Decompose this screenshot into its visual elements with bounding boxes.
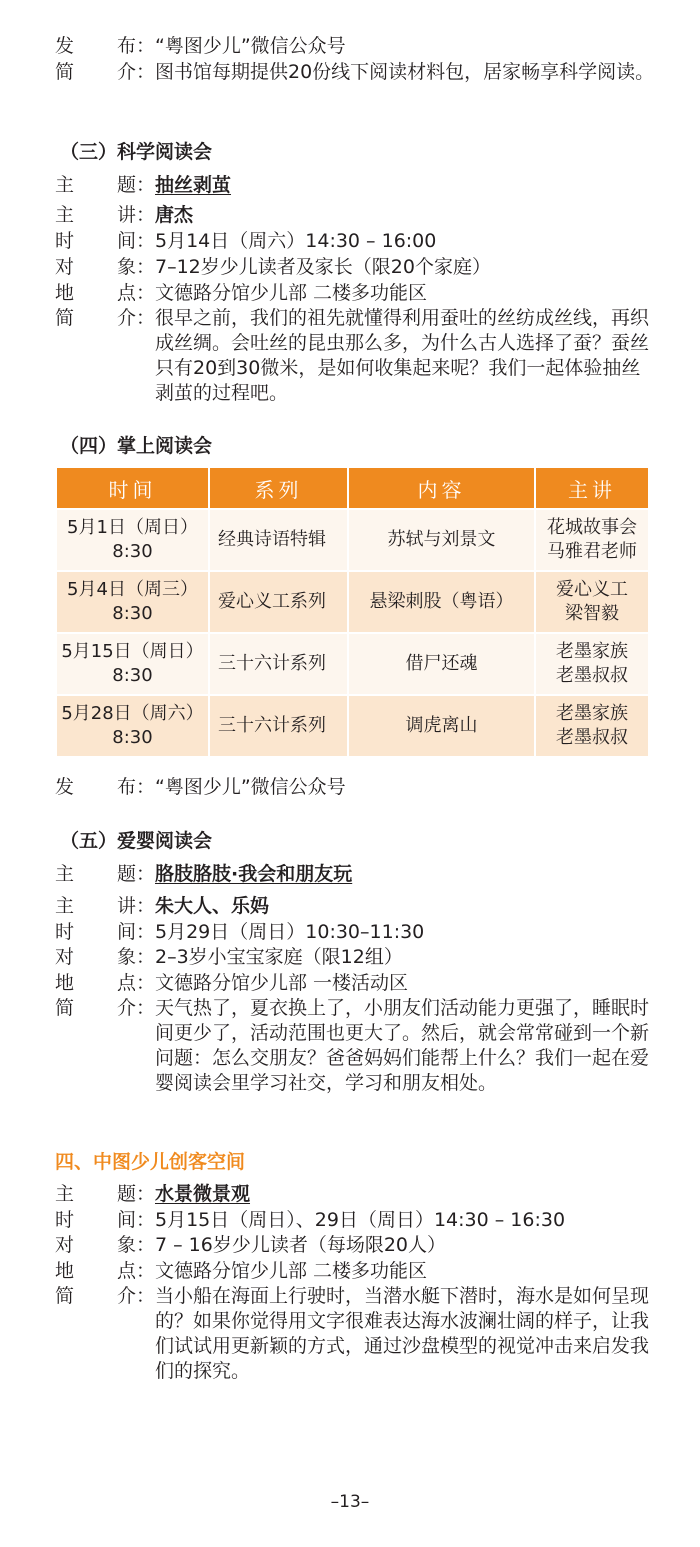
label-char: 对 (55, 946, 75, 968)
label-char: 发 (55, 776, 75, 798)
label-char: 题： (117, 174, 156, 196)
intro-row (55, 996, 655, 1096)
content-cell: 调虎离山 (349, 696, 534, 756)
section-heading: （五）爱婴阅读会 (60, 830, 213, 852)
content-cell: 苏轼与刘景文 (349, 510, 534, 570)
label-char: 布： (117, 776, 156, 798)
column-header: 主讲 (536, 468, 648, 508)
place-row (55, 971, 655, 996)
intro-row (55, 1284, 655, 1384)
intro-text: 很早之前，我们的祖先就懂得利用蚕吐的丝纺成丝线，再织成丝绸。会吐丝的昆虫那么多，为什么古人选择了蚕？蚕丝只有20到30微米，是如何收集起来呢？我们一起体验抽丝剥茧的过程吧。 (155, 307, 650, 404)
publish-row (55, 775, 655, 800)
label-char: 介： (117, 61, 156, 83)
speaker-line: 老墨家族 (556, 703, 628, 724)
intro-text: 当小船在海面上行驶时，当潜水艇下潜时，海水是如何呈现的？如果你觉得用文字很难表达海水波澜壮阔的样子，让我们试试用更新颖的方式，通过沙盘模型的视觉冲击来启发我们的探究。 (155, 1285, 650, 1382)
time-row (55, 1208, 655, 1233)
schedule-table (55, 466, 650, 758)
date-cell (57, 634, 208, 694)
topic-value: 水景微景观 (155, 1183, 251, 1205)
date-cell (57, 572, 208, 632)
label-char: 主 (55, 1183, 75, 1205)
label-char: 地 (55, 1260, 75, 1282)
label-char: 时 (55, 1209, 75, 1231)
intro-row (55, 306, 655, 406)
speaker-cell (536, 634, 648, 694)
time-text: 8:30 (112, 665, 153, 686)
speaker-line: 梁智毅 (565, 603, 619, 624)
time-value: 5月29日（周日）10:30–11:30 (155, 921, 425, 943)
label-char: 对 (55, 1234, 75, 1256)
speaker-line: 老墨家族 (556, 641, 628, 662)
place-row (55, 281, 655, 306)
speaker-line: 马雅君老师 (547, 541, 637, 562)
label-char: 间： (117, 1209, 156, 1231)
label-char: 布： (117, 35, 156, 57)
speaker-cell (536, 510, 648, 570)
topic-value: 胳肢胳肢·我会和朋友玩 (155, 863, 353, 885)
topic-row (55, 862, 655, 887)
page-number: –13– (330, 1492, 370, 1512)
topic-row (55, 173, 655, 198)
label-char: 题： (117, 1183, 156, 1205)
date-text: 5月28日（周六） (61, 703, 204, 724)
section-heading: （三）科学阅读会 (60, 141, 213, 163)
series-cell: 爱心义工系列 (210, 572, 347, 632)
label-char: 介： (117, 1285, 156, 1307)
speaker-line: 爱心义工 (556, 579, 628, 600)
part-heading: 四、中图少儿创客空间 (55, 1151, 246, 1173)
date-cell (57, 510, 208, 570)
speaker-row (55, 203, 655, 228)
table-row (57, 634, 648, 694)
series-cell: 三十六计系列 (210, 634, 347, 694)
publish-row (55, 34, 655, 59)
speaker-value: 唐杰 (155, 204, 194, 226)
topic-value: 抽丝剥茧 (155, 174, 232, 196)
label-char: 点： (117, 972, 156, 994)
column-header: 内容 (349, 468, 534, 508)
date-text: 5月15日（周日） (61, 641, 204, 662)
time-row (55, 920, 655, 945)
content-cell: 借尸还魂 (349, 634, 534, 694)
speaker-cell (536, 696, 648, 756)
label-char: 时 (55, 921, 75, 943)
time-text: 8:30 (112, 603, 153, 624)
column-header: 时间 (57, 468, 208, 508)
time-text: 8:30 (112, 541, 153, 562)
place-value: 文德路分馆少儿部 一楼活动区 (155, 972, 409, 994)
label-char: 主 (55, 895, 75, 917)
speaker-row (55, 894, 655, 919)
audience-row (55, 1233, 655, 1258)
label-char: 象： (117, 946, 156, 968)
label-char: 象： (117, 1234, 156, 1256)
label-char: 简 (55, 997, 75, 1019)
label-char: 地 (55, 972, 75, 994)
place-value: 文德路分馆少儿部 二楼多功能区 (155, 282, 428, 304)
place-value: 文德路分馆少儿部 二楼多功能区 (155, 1260, 428, 1282)
speaker-line: 老墨叔叔 (556, 727, 628, 748)
label-char: 点： (117, 1260, 156, 1282)
audience-value: 7–12岁少儿读者及家长（限20个家庭） (155, 256, 491, 278)
speaker-value: 朱大人、乐妈 (155, 895, 270, 917)
table-row (57, 696, 648, 756)
speaker-line: 老墨叔叔 (556, 665, 628, 686)
table-header-row (57, 468, 648, 508)
place-row (55, 1259, 655, 1284)
label-char: 简 (55, 61, 75, 83)
speaker-cell (536, 572, 648, 632)
label-char: 主 (55, 863, 75, 885)
speaker-line: 花城故事会 (547, 517, 637, 538)
intro-text: 天气热了，夏衣换上了，小朋友们活动能力更强了，睡眠时间更少了，活动范围也更大了。然后，就会常常碰到一个新问题：怎么交朋友？爸爸妈妈们能帮上什么？我们一起在爱婴阅读会里学习社交，学习和朋友相处。 (155, 997, 650, 1094)
label-char: 象： (117, 256, 156, 278)
time-value: 5月15日（周日）、29日（周日）14:30 – 16:30 (155, 1209, 566, 1231)
label-char: 介： (117, 307, 156, 329)
date-text: 5月4日（周三） (67, 579, 198, 600)
date-text: 5月1日（周日） (67, 517, 198, 538)
label-char: 地 (55, 282, 75, 304)
label-char: 主 (55, 174, 75, 196)
section-heading: （四）掌上阅读会 (60, 435, 213, 457)
time-row (55, 229, 655, 254)
audience-value: 2–3岁小宝宝家庭（限12组） (155, 946, 403, 968)
table-row (57, 510, 648, 570)
audience-value: 7 – 16岁少儿读者（每场限20人） (155, 1234, 447, 1256)
label-char: 间： (117, 921, 156, 943)
time-value: 5月14日（周六）14:30 – 16:00 (155, 230, 437, 252)
date-cell (57, 696, 208, 756)
intro-row (55, 60, 655, 85)
audience-row (55, 255, 655, 280)
intro-text: 图书馆每期提供20份线下阅读材料包，居家畅享科学阅读。 (155, 61, 655, 83)
label-char: 简 (55, 307, 75, 329)
time-text: 8:30 (112, 727, 153, 748)
label-char: 介： (117, 997, 156, 1019)
series-cell: 经典诗语特辑 (210, 510, 347, 570)
label-char: 发 (55, 35, 75, 57)
topic-row (55, 1182, 655, 1207)
label-char: 题： (117, 863, 156, 885)
column-header: 系列 (210, 468, 347, 508)
content-cell: 悬梁刺股（粤语） (349, 572, 534, 632)
publish-value: “粤图少儿”微信公众号 (155, 35, 346, 57)
label-char: 点： (117, 282, 156, 304)
label-char: 主 (55, 204, 75, 226)
table-row (57, 572, 648, 632)
label-char: 对 (55, 256, 75, 278)
series-cell: 三十六计系列 (210, 696, 347, 756)
label-char: 时 (55, 230, 75, 252)
label-char: 讲： (117, 895, 156, 917)
audience-row (55, 945, 655, 970)
publish-value: “粤图少儿”微信公众号 (155, 776, 346, 798)
label-char: 简 (55, 1285, 75, 1307)
label-char: 间： (117, 230, 156, 252)
label-char: 讲： (117, 204, 156, 226)
